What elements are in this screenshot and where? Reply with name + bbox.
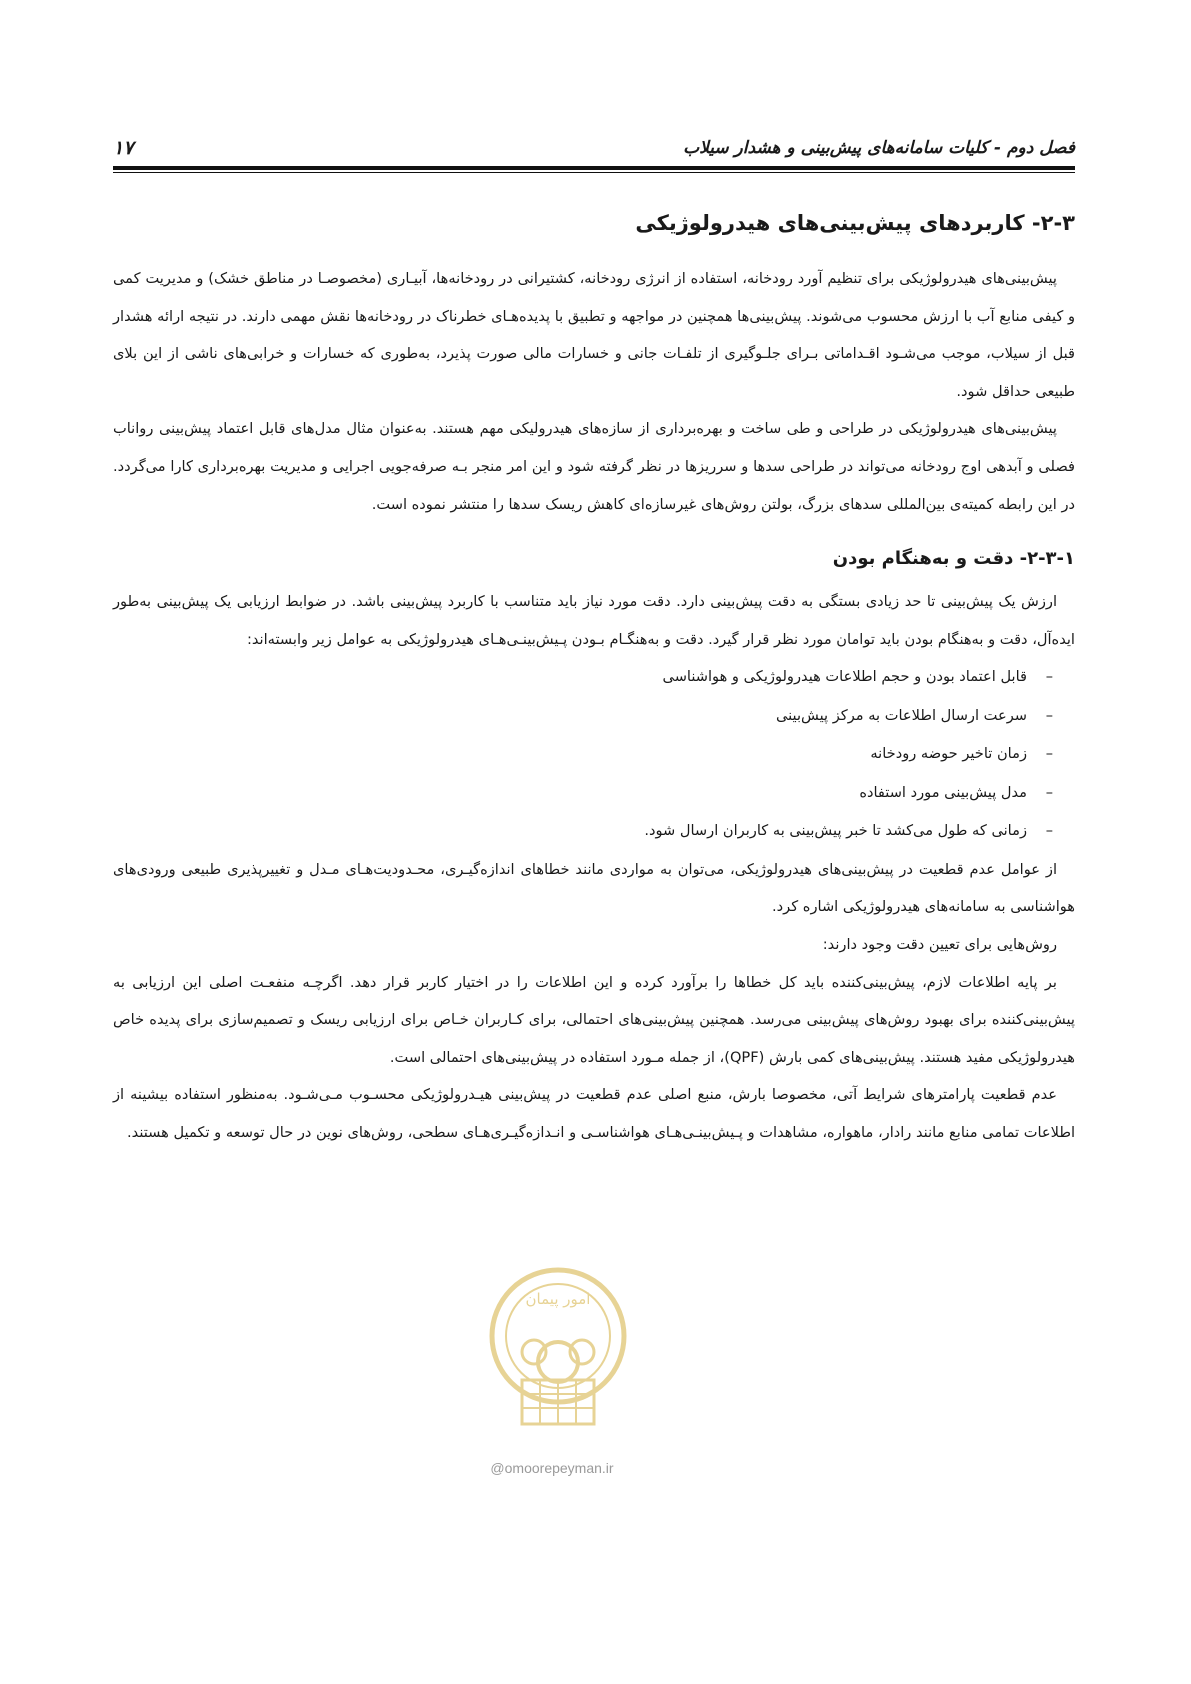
watermark-url: @omoorepeyman.ir [490, 1460, 614, 1476]
dash-bullet: – [1045, 783, 1053, 801]
page-body [113, 208, 1075, 1152]
factor-list [113, 658, 1075, 851]
list-item: – زمانی که طول می‌کشد تا خبر پیش‌بینی به کاربران ارسال شود. [113, 812, 1053, 851]
subsection-heading: ۲-۳-۱- دقت و به‌هنگام بودن [832, 548, 1075, 570]
dash-bullet: – [1045, 706, 1053, 724]
header-rule-thick [113, 166, 1075, 170]
dash-bullet: – [1045, 822, 1053, 840]
section-heading: ۲-۳- کاربردهای پیش‌بینی‌های هیدرولوژیکی [635, 211, 1075, 235]
watermark-seal [484, 1262, 632, 1442]
forecaster-paragraph: بر پایه اطلاعات لازم، پیش‌بینی‌کننده باید کل خطاها را برآورد کرده و این اطلاعات را در اختیار کاربر قرار دهد. اگرچـه منفعـت اصلی این ارزیابی به پیش‌بینی‌کننده برای بهبود روش‌های پیش‌بینی می‌رسد. همچنین پیش‌بینی‌های احتمالی، برای کـاربران خـاص برای ارزیابی ریسک و تصمیم‌سازی برای پدیده خاص هیدرولوژیکی مفید هستند. پیش‌بینی‌های کمی بارش (QPF)، از جمله مـورد استفاده در پیش‌بینی‌های احتمالی است. [113, 973, 1075, 1066]
list-item: – زمان تاخیر حوضه رودخانه [113, 735, 1053, 774]
running-header [113, 128, 1075, 168]
page-number: ۱۷ [113, 137, 134, 159]
methods-lead: روش‌هایی برای تعیین دقت وجود دارند: [822, 936, 1057, 954]
seal-text: امور پیمان [525, 1290, 591, 1308]
seal-emblem-icon [484, 1262, 632, 1442]
list-item: – سرعت ارسال اطلاعات به مرکز پیش‌بینی [113, 697, 1053, 736]
parameters-paragraph: عدم قطعیت پارامترهای شرایط آتی، مخصوصا بارش، منبع اصلی عدم قطعیت در پیش‌بینی هیـدرولوژیکی محسـوب مـی‌شـود. به‌منظور استفاده بیشینه از اطلاعات تمامی منابع مانند رادار، ماهواره، مشاهدات و پـیش‌بینـی‌هـای هواشناسـی و انـدازه‌گیـری‌هـای سطحی، روش‌های نوین در حال توسعه و تکمیل هستند. [113, 1086, 1075, 1141]
uncertainty-paragraph: از عوامل عدم قطعیت در پیش‌بینی‌های هیدرولوژیکی، می‌توان به مواردی مانند خطاهای اندازه‌گیـری، محـدودیت‌هـای مـدل و تغییرپذیری طبیعی ورودی‌های هواشناسی به سامانه‌های هیدرولوژیکی اشاره کرد. [113, 860, 1075, 916]
dash-bullet: – [1045, 745, 1053, 763]
subsection-intro: ارزش یک پیش‌بینی تا حد زیادی بستگی به دقت پیش‌بینی دارد. دقت مورد نیاز باید متناسب با کاربرد پیش‌بینی باشد. در ضوابط ارزیابی یک پیش‌بینی به‌طور ایده‌آل، دقت و به‌هنگام بودن باید توامان مورد نظر قرار گیرد. دقت و به‌هنگـام بـودن پـیش‌بینـی‌هـای هیدرولوژیکی به عوامل زیر وابسته‌اند: [113, 593, 1075, 648]
list-item: – مدل پیش‌بینی مورد استفاده [113, 774, 1053, 813]
list-item: – قابل اعتماد بودن و حجم اطلاعات هیدرولوژیکی و هواشناسی [113, 658, 1053, 697]
section-paragraph-1: پیش‌بینی‌های هیدرولوژیکی برای تنظیم آورد رودخانه، استفاده از انرژی رودخانه، کشتیرانی در رودخانه‌ها، آبیـاری (مخصوصـا در مناطق خشک) و مدیریت کمی و کیفی منابع آب با ارزش محسوب می‌شوند. پیش‌بینی‌ها همچنین در مواجهه و تطبیق با پدیده‌هـای خطرناک در رودخانه‌ها نقش مهمی دارند. در نتیجه ارائه هشدار قبل از سیلاب، موجب می‌شـود اقـداماتی بـرای جلـوگیری از تلفـات جانی و خسارات مالی صورت پذیرد، به‌طوری که خسارات و خرابی‌های ناشی از این بلای طبیعی حداقل شود. [113, 270, 1075, 400]
chapter-title: فصل دوم - کلیات سامانه‌های پیش‌بینی و هشدار سیلاب [683, 138, 1075, 158]
dash-bullet: – [1045, 668, 1053, 686]
header-rule-thin [113, 172, 1075, 173]
section-paragraph-2: پیش‌بینی‌های هیدرولوژیکی در طراحی و طی ساخت و بهره‌برداری از سازه‌های هیدرولیکی مهم هستند. به‌عنوان مثال مدل‌های قابل اعتماد پیش‌بینی رواناب فصلی و آبدهی اوج رودخانه می‌تواند در طراحی سدها و سرریزها در نظر گرفته شود و این امر منجر بـه صرفه‌جویی اجرایی و مدیریت بهره‌برداری کارا می‌گردد. در این رابطه کمیته‌ی بین‌المللی سدهای بزرگ، بولتن روش‌های غیرسازه‌ای کاهش ریسک سدها را منتشر نموده است. [113, 420, 1075, 513]
